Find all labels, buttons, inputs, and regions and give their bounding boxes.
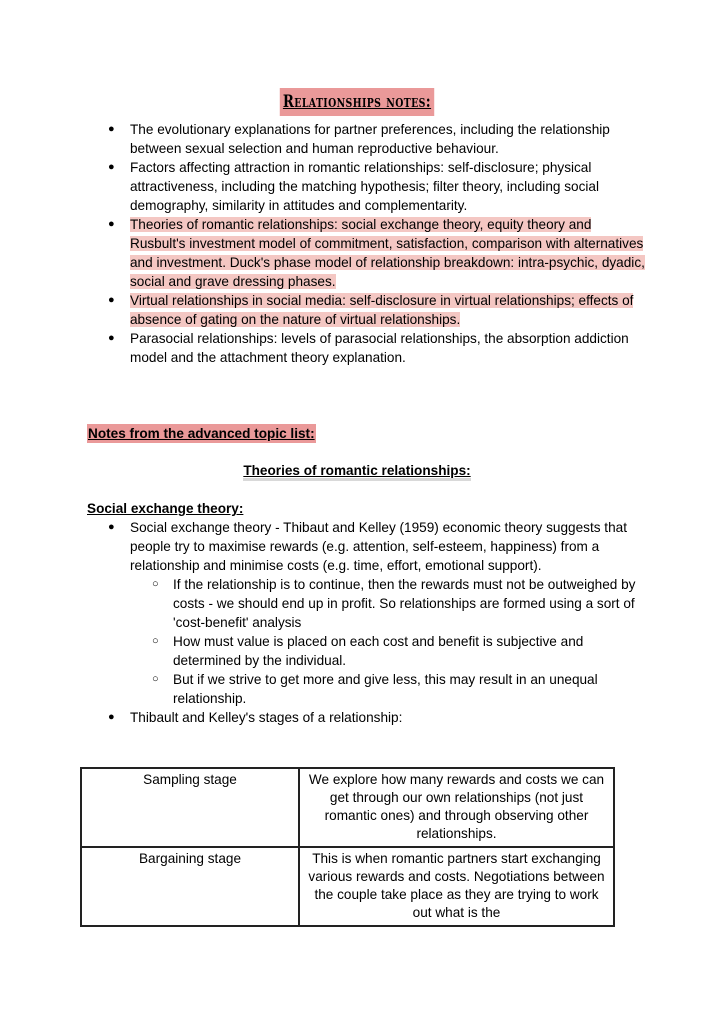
topic-bullet (108, 158, 648, 215)
topic-bullet-text: Parasocial relationships: levels of parasocial relationships, the absorption addiction model and the attachment theory explanation. (130, 331, 629, 365)
stage-description-cell: This is when romantic partners start exchanging various rewards and costs. Negotiations between the couple take place as they are trying to work out what is the (299, 847, 614, 926)
stage-description-cell: We explore how many rewards and costs we can get through our own relationships (not just romantic ones) and through observing other relationships. (299, 768, 614, 847)
social-exchange-sublist (130, 575, 638, 708)
theories-heading: Theories of romantic relationships: (243, 463, 470, 481)
page-title: Relationships notes: (280, 88, 434, 116)
topic-bullet-list (108, 120, 648, 367)
sub-bullet-text: But if we strive to get more and give less, this may result in an unequal relationship. (173, 672, 598, 706)
theories-heading-wrap (0, 461, 714, 480)
social-exchange-list (108, 518, 638, 727)
social-exchange-bullet (108, 708, 638, 727)
stage-name-cell: Bargaining stage (81, 847, 299, 926)
stage-name-cell: Sampling stage (81, 768, 299, 847)
social-exchange-intro: Social exchange theory - Thibaut and Kelley (1959) economic theory suggests that people try to maximise rewards (e.g. attention, self-esteem, happiness) from a relationship and minimise costs (e.g. time, effort, emotional support). (130, 520, 627, 573)
topic-bullet (108, 291, 648, 329)
topic-bullet-text: Factors affecting attraction in romantic relationships: self-disclosure; physical attractiveness, including the matching hypothesis; filter theory, including social demography, similarity in attitudes and complementarity. (130, 160, 599, 213)
stages-table (80, 767, 615, 927)
topic-bullet (108, 215, 648, 291)
stages-intro: Thibault and Kelley's stages of a relationship: (130, 710, 403, 725)
social-exchange-heading: Social exchange theory: (87, 501, 244, 516)
social-exchange-bullet (108, 518, 638, 708)
sub-bullet (130, 670, 638, 708)
sub-bullet-text: How must value is placed on each cost and benefit is subjective and determined by the individual. (173, 634, 584, 668)
sub-bullet-text: If the relationship is to continue, then the rewards must not be outweighed by costs - we should end up in profit. So relationships are formed using a sort of 'cost-benefit' analysis (173, 577, 636, 630)
title-wrap (0, 88, 714, 116)
topic-bullet-text-highlighted: Virtual relationships in social media: self-disclosure in virtual relationships; effects of absence of gating on the nature of virtual relationships. (130, 293, 634, 327)
topic-bullet-text: The evolutionary explanations for partner preferences, including the relationship between sexual selection and human reproductive behaviour. (130, 122, 610, 156)
table-row (81, 847, 614, 926)
topic-bullet (108, 120, 648, 158)
topic-bullet-text-highlighted: Theories of romantic relationships: social exchange theory, equity theory and Rusbult's investment model of commitment, satisfaction, comparison with alternatives and investment. Duck's phase model of relationship breakdown: intra-psychic, dyadic, social and grave dressing phases. (130, 217, 645, 289)
topic-bullet (108, 329, 648, 367)
sub-bullet (130, 632, 638, 670)
table-row (81, 768, 614, 847)
advanced-topic-heading: Notes from the advanced topic list: (88, 426, 315, 441)
sub-bullet (130, 575, 638, 632)
